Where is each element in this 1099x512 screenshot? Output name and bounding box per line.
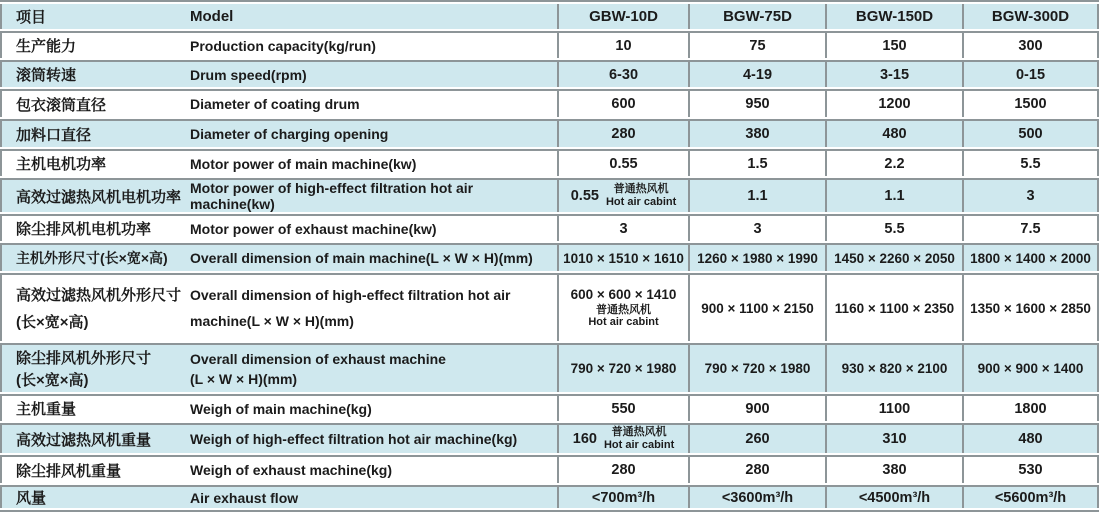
value-cell: 480 [825,119,962,147]
value-cell: 1010 × 1510 × 1610 [557,243,688,271]
value-cell: 1500 [962,89,1099,117]
value-cell: 900 × 1100 × 2150 [688,273,825,341]
value-cell: 1800 × 1400 × 2000 [962,243,1099,271]
row-label-cn: 高效过滤热风机重量 [0,423,186,453]
row-label-cn: 滚筒转速 [0,60,186,87]
row-hot-air-machine-weight [0,423,1099,453]
value-cell: <3600m³/h [688,485,825,508]
note-cn: 普通热风机 [611,426,667,439]
value-cell: 790 × 720 × 1980 [688,343,825,392]
value-cell: 1350 × 1600 × 2850 [962,273,1099,341]
row-production-capacity [0,31,1099,58]
value-cell: 1800 [962,394,1099,421]
value-cell: <4500m³/h [825,485,962,508]
row-hot-air-motor-power [0,178,1099,212]
value-cell: 550 [557,394,688,421]
value-cell: 7.5 [962,214,1099,241]
row-label-cn: 主机电机功率 [0,149,186,176]
row-label-en [186,273,557,341]
value-cell: 1450 × 2260 × 2050 [825,243,962,271]
value-cell: 1200 [825,89,962,117]
value-cell: 900 × 900 × 1400 [962,343,1099,392]
value-cell: 1.5 [688,149,825,176]
row-label-cn: 高效过滤热风机电机功率 [0,178,186,212]
value-cell-with-note [557,178,688,212]
note-en: Hot air cabint [588,316,659,329]
value-cell: 3 [557,214,688,241]
row-label-en: Production capacity(kg/run) [186,31,557,58]
label-en-line2: (L × W × H)(mm) [190,370,298,387]
row-label-cn: 风量 [0,485,186,508]
note-en: Hot air cabint [603,439,675,451]
row-label-cn: 包衣滚筒直径 [0,89,186,117]
note-cn: 普通热风机 [596,303,651,316]
value-cell: 2.2 [825,149,962,176]
column-header-bgw-75d: BGW-75D [688,4,825,29]
value-note [604,426,674,451]
row-label-cn: 除尘排风机电机功率 [0,214,186,241]
value-cell: 530 [962,455,1099,483]
row-main-motor-power [0,149,1099,176]
value-cell: 6-30 [557,60,688,87]
row-label-en: Overall dimension of main machine(L × W × H)(mm) [186,243,557,271]
row-label-cn [0,273,186,341]
column-header-bgw-300d: BGW-300D [962,4,1099,29]
value-cell: 1260 × 1980 × 1990 [688,243,825,271]
row-label-en: Weigh of main machine(kg) [186,394,557,421]
value-cell: 4-19 [688,60,825,87]
value-cell: 930 × 820 × 2100 [825,343,962,392]
value-cell-with-note [557,423,688,453]
column-header-bgw-150d: BGW-150D [825,4,962,29]
value-cell: 10 [557,31,688,58]
note-en: Hot air cabint [605,196,677,208]
value-cell: 790 × 720 × 1980 [557,343,688,392]
note-cn: 普通热风机 [613,183,669,196]
value-cell: 3 [688,214,825,241]
value-cell: 3-15 [825,60,962,87]
row-label-en [186,343,557,392]
row-charging-opening-diameter [0,119,1099,147]
row-label-cn: 加料口直径 [0,119,186,147]
value-cell: 380 [688,119,825,147]
row-exhaust-machine-weight [0,455,1099,483]
row-label-en: Air exhaust flow [186,485,557,508]
column-header-gbw-10d: GBW-10D [557,4,688,29]
row-label-cn [0,343,186,392]
value-cell: <700m³/h [557,485,688,508]
row-main-machine-weight [0,394,1099,421]
value-cell: 1.1 [688,178,825,212]
row-label-cn: 除尘排风机重量 [0,455,186,483]
value-cell: 260 [688,423,825,453]
row-exhaust-machine-dimension [0,343,1099,392]
row-label-en: Motor power of exhaust machine(kw) [186,214,557,241]
value-cell: <5600m³/h [962,485,1099,508]
value-cell: 950 [688,89,825,117]
row-label-cn: 主机重量 [0,394,186,421]
value-cell: 280 [557,119,688,147]
value-main: 160 [572,431,597,447]
row-drum-speed [0,60,1099,87]
value-cell-with-note [557,273,688,341]
label-cn-line1: 除尘排风机外形尺寸 [16,350,152,368]
value-cell: 3 [962,178,1099,212]
row-hot-air-machine-dimension [0,273,1099,341]
value-cell: 300 [962,31,1099,58]
value-cell: 5.5 [962,149,1099,176]
value-cell: 1100 [825,394,962,421]
value-cell: 5.5 [825,214,962,241]
label-en-line2: machine(L × W × H)(mm) [190,313,354,329]
value-main: 0.55 [570,188,599,204]
row-coating-drum-diameter [0,89,1099,117]
value-cell: 280 [688,455,825,483]
row-main-machine-dimension [0,243,1099,271]
value-cell: 150 [825,31,962,58]
value-main: 600 × 600 × 1410 [570,286,677,302]
label-en-line1: Overall dimension of exhaust machine [190,350,446,367]
label-cn-line1: 高效过滤热风机外形尺寸 [16,286,182,304]
value-cell: 0-15 [962,60,1099,87]
value-cell: 75 [688,31,825,58]
value-cell: 900 [688,394,825,421]
row-exhaust-motor-power [0,214,1099,241]
row-label-en: Weigh of high-effect filtration hot air machine(kg) [186,423,557,453]
column-header-model: Model [186,4,557,29]
row-label-en: Diameter of coating drum [186,89,557,117]
value-cell: 1.1 [825,178,962,212]
column-header-item: 项目 [0,4,186,29]
value-cell: 1160 × 1100 × 2350 [825,273,962,341]
value-cell: 310 [825,423,962,453]
value-cell: 480 [962,423,1099,453]
label-cn-line2: (长×宽×高) [16,371,89,389]
value-cell: 280 [557,455,688,483]
value-cell: 380 [825,455,962,483]
value-cell: 600 [557,89,688,117]
label-en-line1: Overall dimension of high-effect filtration hot air [190,287,511,303]
label-cn-line2: (长×宽×高) [16,314,89,332]
row-label-cn: 主机外形尺寸(长×宽×高) [0,243,186,271]
header-row [0,4,1099,29]
row-label-en: Diameter of charging opening [186,119,557,147]
row-label-en: Motor power of high-effect filtration hot air machine(kw) [186,178,557,212]
value-cell: 0.55 [557,149,688,176]
value-cell: 500 [962,119,1099,147]
row-label-en: Motor power of main machine(kw) [186,149,557,176]
row-label-en: Drum speed(rpm) [186,60,557,87]
value-note [606,183,676,208]
row-air-exhaust-flow [0,485,1099,508]
row-label-cn: 生产能力 [0,31,186,58]
row-label-en: Weigh of exhaust machine(kg) [186,455,557,483]
